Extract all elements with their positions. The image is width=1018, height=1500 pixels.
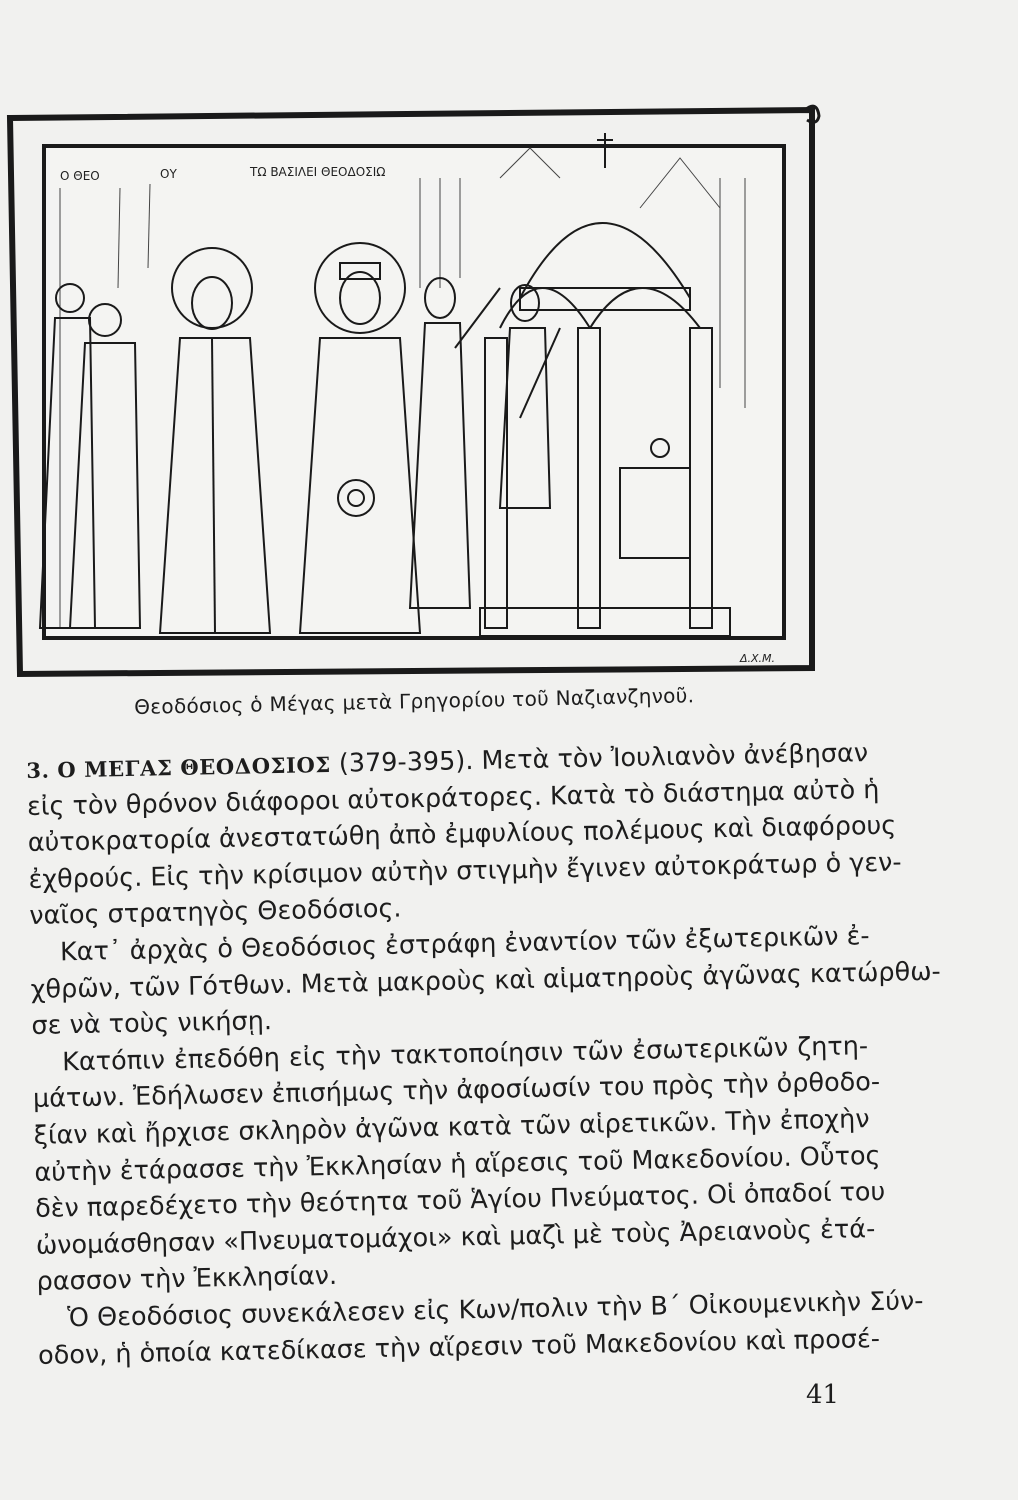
text-line: σε νὰ τοὺς νικήσῃ.: [31, 1006, 273, 1042]
artist-signature: Δ.Χ.Μ.: [740, 652, 776, 665]
inscription-left: Ο ΘΕΟ: [60, 169, 100, 183]
text-line: Κατ᾽ ἀρχὰς ὁ Θεοδόσιος ἐστράφη ἐναντίον τῶν ἐξωτερικῶν ἐ-: [59, 921, 870, 968]
inner-frame: [44, 146, 784, 638]
text-line: αὐτὴν ἐτάρασσε τὴν Ἐκκλησίαν ἡ αἵρεσις τοῦ Μακεδονίου. Οὗτος: [34, 1140, 881, 1188]
text-line: εἰς τὸν θρόνον διάφοροι αὐτοκράτορες. Κατὰ τὸ διάστημα αὐτὸ ἡ: [26, 774, 880, 822]
text-line: ὠνομάσθησαν «Πνευματομάχοι» καὶ μαζὶ μὲ τοὺς Ἀρειανοὺς ἐτά-: [35, 1213, 876, 1261]
illustration-drawing: [0, 88, 840, 688]
section-heading: 3. Ο ΜΕΓΑΣ ΘΕΟΔΟΣΙΟΣ: [26, 751, 332, 783]
text-line: ἐχθρούς. Εἰς τὴν κρίσιμον αὐτὴν στιγμὴν ἔγινεν αὐτοκράτωρ ὁ γεν-: [28, 847, 902, 895]
text-line: ρασσον τὴν Ἐκκλησίαν.: [36, 1261, 338, 1298]
illustration-figure: [0, 88, 840, 688]
text-line: Ὁ Θεοδόσιος συνεκάλεσεν εἰς Κων/πολιν τὴν Β΄ Οἰκουμενικὴν Σύν-: [67, 1286, 924, 1334]
page-number: 41: [806, 1380, 840, 1410]
text-line: αὐτοκρατορία ἀνεστατώθη ἀπὸ ἐμφυλίους πολέμους καὶ διαφόρους: [27, 810, 897, 859]
section-dates: (379-395).: [338, 746, 474, 779]
figure-caption: Θεοδόσιος ὁ Μέγας μετὰ Γρηγορίου τοῦ Ναζιανζηνοῦ.: [134, 683, 695, 719]
text-line: οδον, ἡ ὁποία κατεδίκασε τὴν αἵρεσιν τοῦ Μακεδονίου καὶ προσέ-: [37, 1323, 881, 1371]
inscription-right: ΤΩ ΒΑΣΙΛΕΙ ΘΕΟΔΟΣΙΩ: [250, 165, 386, 179]
text-line: δὲν παρεδέχετο τὴν θεότητα τοῦ Ἁγίου Πνεύματος. Οἱ ὀπαδοί του: [34, 1176, 886, 1225]
section-body: [26, 735, 942, 1374]
section-first-line-text: Μετὰ τὸν Ἰουλιανὸν ἀνέβησαν: [481, 738, 869, 776]
text-line: χθρῶν, τῶν Γότθων. Μετὰ μακροὺς καὶ αἱματηροὺς ἀγῶνας κατώρθω-: [30, 956, 942, 1005]
inscription-mid: ΟΥ: [160, 167, 177, 181]
text-line: Κατόπιν ἐπεδόθη εἰς τὴν τακτοποίησιν τῶν ἐσωτερικῶν ζητη-: [61, 1030, 869, 1078]
text-line: μάτων. Ἐδήλωσεν ἐπισήμως τὴν ἀφοσίωσίν του πρὸς τὴν ὀρθοδο-: [32, 1067, 881, 1115]
text-line: ξίαν καὶ ἤρχισε σκληρὸν ἀγῶνα κατὰ τῶν αἱρετικῶν. Τὴν ἐποχὴν: [33, 1104, 870, 1151]
text-line: ναῖος στρατηγὸς Θεοδόσιος.: [28, 893, 402, 932]
